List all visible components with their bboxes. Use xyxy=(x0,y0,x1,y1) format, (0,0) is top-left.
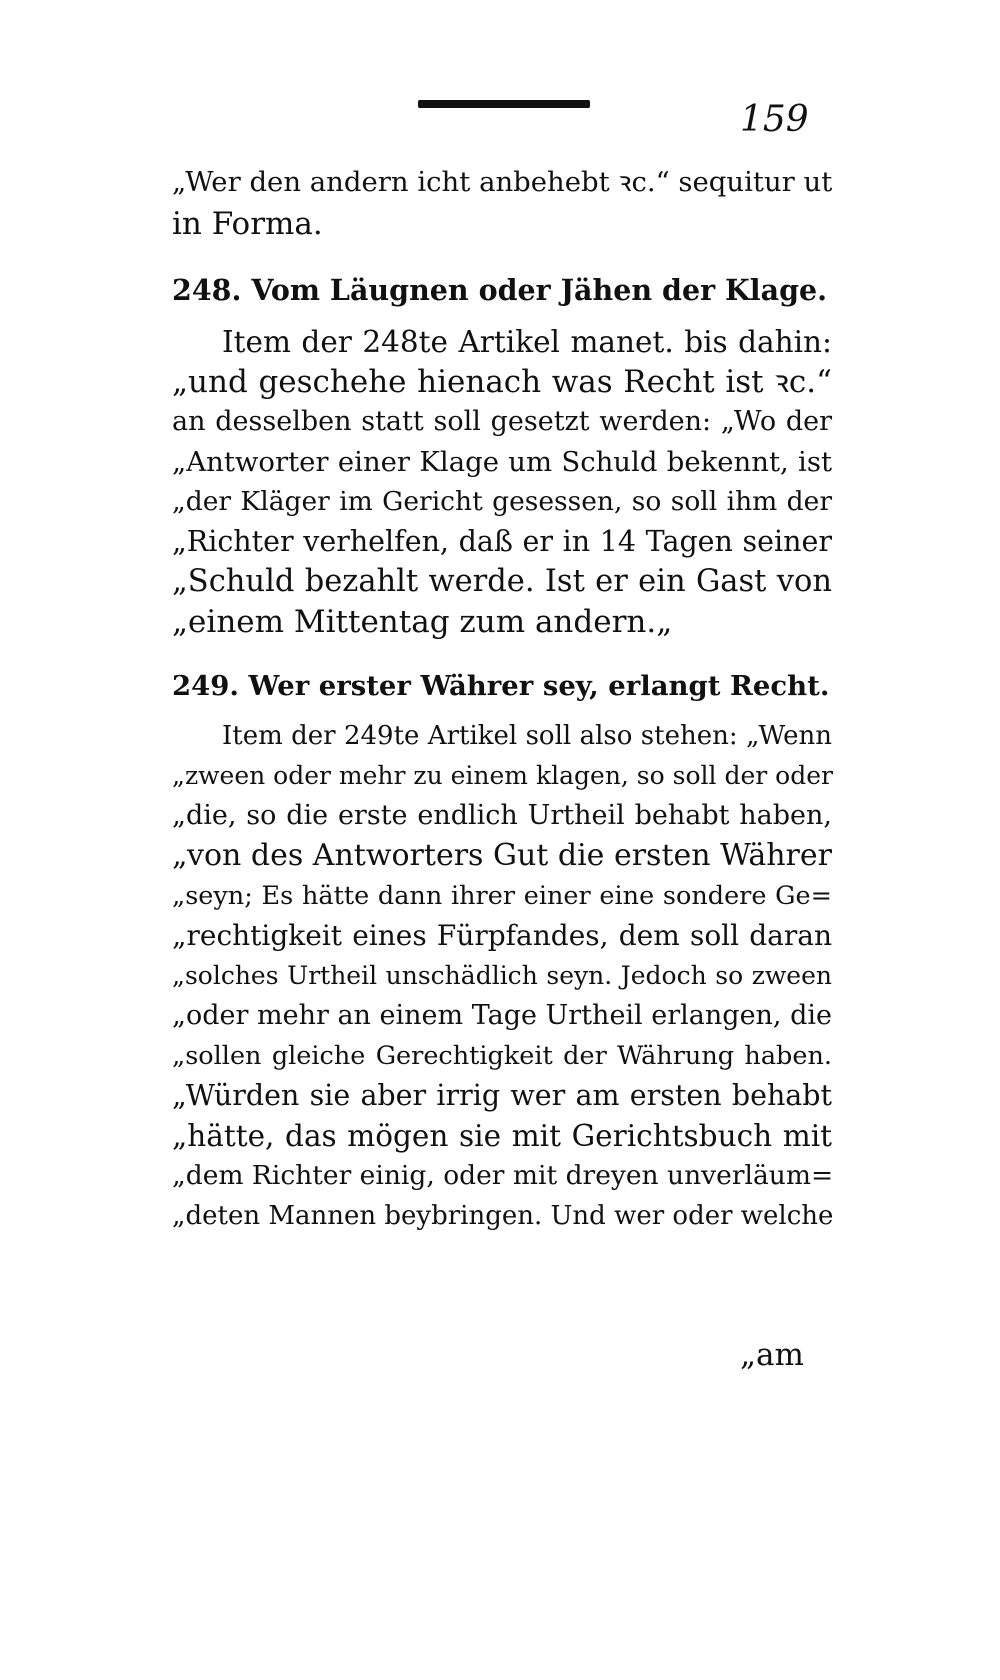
intro-line: „Wer den andern icht anbehebt ꝛc.“ sequitur ut xyxy=(172,166,833,198)
catchword: „am xyxy=(740,1337,804,1373)
paragraph-line: „rechtigkeit eines Fürpfandes, dem soll daran xyxy=(172,919,832,952)
paragraph-line: „solches Urtheil unschädlich seyn. Jedoch so zween xyxy=(172,961,832,990)
paragraph-line: „zween oder mehr zu einem klagen, so soll der oder xyxy=(172,761,833,790)
paragraph-line: „Würden sie aber irrig wer am ersten behabt xyxy=(172,1079,832,1112)
page-number: 159 xyxy=(740,99,809,140)
paragraph-line: „sollen gleiche Gerechtigkeit der Währung haben. xyxy=(172,1041,832,1071)
paragraph-line: „einem Mittentag zum andern.„ xyxy=(172,604,673,640)
paragraph-line: „und geschehe hienach was Recht ist ꝛc.“ xyxy=(172,364,832,400)
paragraph-line: „deten Mannen beybringen. Und wer oder welche xyxy=(172,1201,834,1231)
paragraph-line: „oder mehr an einem Tage Urtheil erlangen, die xyxy=(172,1000,832,1031)
paragraph-line: „seyn; Es hätte dann ihrer einer eine sondere Ge= xyxy=(172,881,832,911)
paragraph-line: Item der 248te Artikel manet. bis dahin: xyxy=(222,325,832,359)
paragraph-line: „Richter verhelfen, daß er in 14 Tagen seiner xyxy=(172,525,832,558)
header-rule xyxy=(418,100,590,108)
paragraph-line: „hätte, das mögen sie mit Gerichtsbuch mit xyxy=(172,1119,832,1153)
paragraph-line: an desselben statt soll gesetzt werden: „Wo der xyxy=(172,406,832,437)
paragraph-line: „die, so die erste endlich Urtheil behabt haben, xyxy=(172,800,832,831)
section-heading-248: 248. Vom Läugnen oder Jähen der Klage. xyxy=(172,273,828,307)
paragraph-line: „von des Antworters Gut die ersten Währer xyxy=(172,838,832,873)
paragraph-line: „der Kläger im Gericht gesessen, so soll ihm der xyxy=(172,486,832,517)
intro-line: in Forma. xyxy=(172,206,323,242)
paragraph-line: „dem Richter einig, oder mit dreyen unverläum= xyxy=(172,1160,834,1191)
paragraph-line: Item der 249te Artikel soll also stehen: „Wenn xyxy=(222,721,832,751)
paragraph-line: „Antworter einer Klage um Schuld bekennt, ist xyxy=(172,446,832,478)
section-heading-249: 249. Wer erster Währer sey, erlangt Recht. xyxy=(172,670,830,702)
paragraph-line: „Schuld bezahlt werde. Ist er ein Gast von xyxy=(172,564,832,599)
